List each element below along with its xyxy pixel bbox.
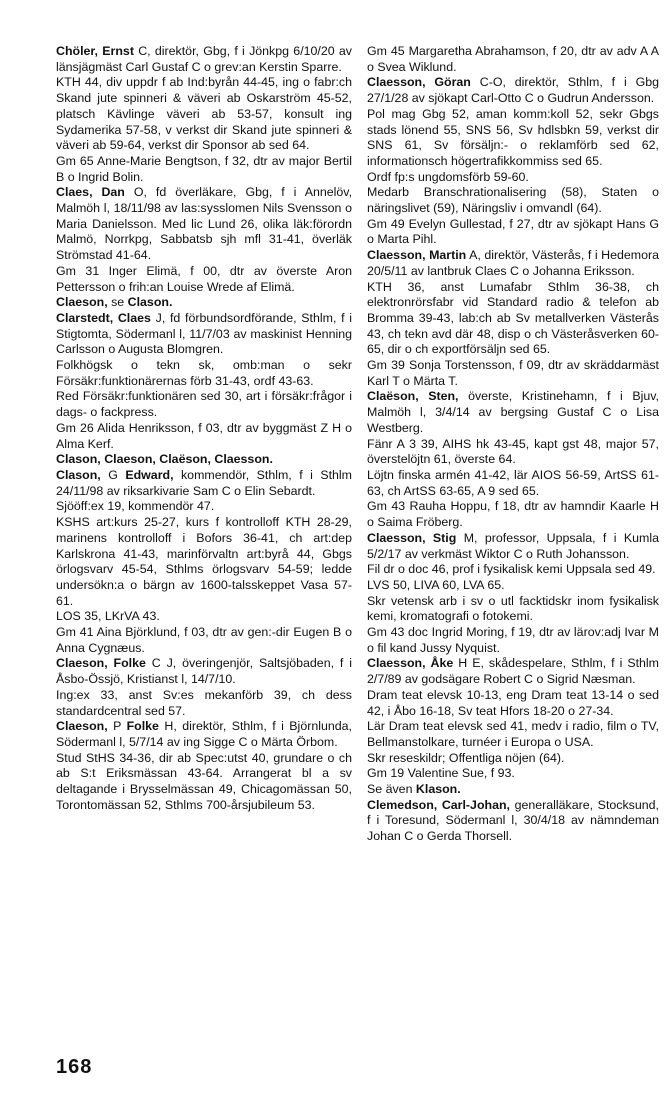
entry-paragraph <box>367 531 659 562</box>
entry-paragraph <box>367 170 659 186</box>
entry-paragraph <box>367 248 659 279</box>
headword: Clemedson, Carl-Johan, <box>367 797 510 812</box>
entry-paragraph <box>367 75 659 106</box>
entry-text: Folkhögsk o tekn sk, omb:man o sekr Försäkr:funktionärernas förb 31-43, ordf 43-63. <box>56 358 352 388</box>
entry-paragraph <box>367 688 659 719</box>
entry-text: Gm 45 Margaretha Abrahamson, f 20, dtr av adv A A o Svea Wiklund. <box>367 44 659 74</box>
page-number: 168 <box>56 1056 93 1078</box>
entry-paragraph <box>367 782 659 798</box>
entry-text: Dram teat elevsk 10-13, eng Dram teat 13-14 o sed 42, i Åbo 16-18, Sv teat Hfors 18-20 o 27-34. <box>367 687 659 718</box>
entry-paragraph <box>56 185 352 264</box>
entry-paragraph <box>367 358 659 389</box>
entry-paragraph <box>56 44 352 75</box>
entry-text: P <box>107 719 127 734</box>
headword: Claes, Dan <box>56 185 125 200</box>
entry-text: Fil dr o doc 46, prof i fysikalisk kemi Uppsala sed 49. <box>367 562 656 577</box>
entry-text: C-O, direktör, Sthlm, f i Gbg 27/1/28 av sjökapt Carl-Otto C o Gudrun Andersson. <box>367 75 659 106</box>
entry-text: LOS 35, LKrVA 43. <box>56 609 160 624</box>
entry-paragraph <box>56 499 352 515</box>
entry-text: A, direktör, Västerås, f i Hedemora 20/5/11 av lantbruk Claes C o Johanna Eriksson. <box>367 248 659 278</box>
entry-text: Red Försäkr:funktionären sed 30, art i försäkr:frågor i dags- o fackpress. <box>56 389 352 420</box>
entry-text: Medarb Branschrationalisering (58), Staten o näringslivet (59), Näringsliv i omvandl (64). <box>367 185 659 216</box>
entry-paragraph <box>367 751 659 767</box>
headword: Claesson, Göran <box>367 75 471 90</box>
entry-text: se <box>107 295 128 310</box>
headword: Clason. <box>127 295 173 310</box>
headword: Chöler, Ernst <box>56 44 134 58</box>
entry-text: Gm 26 Alida Henriksson, f 03, dtr av byggmäst Z H o Alma Kerf. <box>56 420 352 451</box>
entry-text: G <box>100 467 126 482</box>
entry-text: Fänr A 3 39, AIHS hk 43-45, kapt gst 48, major 57, överstelöjtn 61, överste 64. <box>367 436 659 467</box>
right-column <box>367 44 659 845</box>
entry-text: Gm 41 Aina Björklund, f 03, dtr av gen:-dir Eugen B o Anna Cygnæus. <box>56 625 352 655</box>
entry-text: LVS 50, LIVA 60, LVA 65. <box>367 577 505 592</box>
entry-paragraph <box>56 75 352 154</box>
headword: Folke <box>126 719 159 734</box>
entry-text: Gm 31 Inger Elimä, f 00, dtr av överste Aron Pettersson o frih:an Louise Wrede af Elimä. <box>56 263 352 294</box>
entry-text: Sjööff:ex 19, kommendör 47. <box>56 499 215 514</box>
entry-paragraph <box>367 625 659 656</box>
entry-paragraph <box>56 311 352 358</box>
entry-text: M, professor, Uppsala, f i Kumla 5/2/17 av verkmäst Wiktor C o Ruth Johansson. <box>367 530 659 561</box>
entry-paragraph <box>56 154 352 185</box>
headword: Claeson, Folke <box>56 656 146 671</box>
entry-paragraph <box>367 578 659 594</box>
entry-text: kommendör, Sthlm, f i Sthlm 24/11/98 av riksarkivarie Sam C o Elin Sebardt. <box>56 467 352 498</box>
entry-text: J, fd förbundsordförande, Sthlm, f i Stigtomta, Södermanl l, 11/7/03 av maskinist Henning Carlsson o Augusta Blomgren. <box>56 310 353 357</box>
entry-text: Ordf fp:s ungdomsförb 59-60. <box>367 169 529 184</box>
entry-paragraph <box>367 217 659 248</box>
entry-paragraph <box>56 688 352 719</box>
entry-paragraph <box>56 656 352 687</box>
left-column <box>56 44 352 813</box>
headword: Edward, <box>125 467 174 482</box>
entry-paragraph <box>367 44 659 75</box>
entry-paragraph <box>56 751 352 814</box>
entry-paragraph <box>367 499 659 530</box>
entry-paragraph <box>56 358 352 389</box>
entry-text: Gm 19 Valentine Sue, f 93. <box>367 766 515 781</box>
entry-paragraph <box>367 594 659 625</box>
entry-paragraph <box>367 280 659 359</box>
entry-text: Pol mag Gbg 52, aman komm:koll 52, sekr Gbgs stads lönend 55, SNS 56, Sv hdlsbkn 59, verkst dir SNS 61, Sv försäljn:- o reklamförb sed 62, informationsch högertrafikkommiss sed 65. <box>367 106 659 168</box>
entry-paragraph <box>367 719 659 750</box>
headword: Klason. <box>415 782 461 797</box>
entry-paragraph <box>367 389 659 436</box>
headword: Clason, <box>56 467 101 482</box>
entry-paragraph <box>56 389 352 420</box>
entry-text: Löjtn finska armén 41-42, lär AIOS 56-59, ArtSS 61-63, ch ArtSS 63-65, A 9 sed 65. <box>367 467 659 498</box>
entry-text: Gm 43 Rauha Hoppu, f 18, dtr av hamndir Kaarle H o Saima Fröberg. <box>367 499 659 530</box>
entry-text: Gm 49 Evelyn Gullestad, f 27, dtr av sjökapt Hans G o Marta Pihl. <box>367 216 659 247</box>
entry-paragraph <box>367 562 659 578</box>
entry-text: Gm 39 Sonja Torstensson, f 09, dtr av skräddarmäst Karl T o Märta T. <box>367 358 659 388</box>
entry-paragraph <box>367 468 659 499</box>
headword: Claesson, Åke <box>367 656 454 671</box>
entry-text: H, direktör, Sthlm, f i Björnlunda, Södermanl l, 5/7/14 av ing Sigge C o Märta Örbom. <box>56 719 352 749</box>
headword: Claëson, Sten, <box>367 389 459 404</box>
entry-text: H E, skådespelare, Sthlm, f i Sthlm 2/7/89 av godsägare Robert C o Sigrid Næsman. <box>367 656 659 687</box>
headword: Claesson, Stig <box>367 530 457 545</box>
headword: Clason, Claeson, Claëson, Claesson. <box>56 452 273 467</box>
entry-paragraph <box>56 264 352 295</box>
entry-text: Skr reseskildr; Offentliga nöjen (64). <box>367 750 565 765</box>
entry-paragraph <box>56 452 352 468</box>
entry-paragraph <box>56 421 352 452</box>
entry-text: överste, Kristinehamn, f i Bjuv, Malmöh l, 3/4/14 av bergsing Gustaf C o Lisa Westberg. <box>367 389 659 435</box>
entry-text: Lär Dram teat elevsk sed 41, medv i radio, film o TV, Bellmanstolkare, turnéer i Europa o USA. <box>367 719 659 749</box>
entry-text: C J, överingenjör, Saltsjöbaden, f i Åsbo-Össjö, Kristianst l, 14/7/10. <box>56 656 352 687</box>
entry-text: Gm 43 doc Ingrid Moring, f 19, dtr av lärov:adj Ivar M o fil kand Jussy Nyquist. <box>367 625 659 655</box>
entry-paragraph <box>56 468 352 499</box>
headword: Claesson, Martin <box>367 248 467 263</box>
entry-paragraph <box>56 295 352 311</box>
entry-text: KTH 36, anst Lumafabr Sthlm 36-38, ch elektronrörsfabr vid Standard radio & telefon ab Bromma 39-43, lab:ch ab Sv metallverken Västerås 43, ch tekn avd där 48, disp o ch Västeråsverken 60-65, dir o ch exportförsäljn sed 65. <box>367 279 659 357</box>
entry-paragraph <box>367 185 659 216</box>
headword: Claeson, <box>56 719 108 734</box>
entry-paragraph <box>367 766 659 782</box>
entry-text: O, fd överläkare, Gbg, f i Annelöv, Malmöh l, 18/11/98 av las:sysslomen Nils Svensson o Maria Danielsson. Med lic Lund 26, olika läk:förordn Malmö, Norrkpg, Sabbatsb sjh mfl 31-41, överläk Strömstad 41-64. <box>56 185 353 263</box>
entry-paragraph <box>367 437 659 468</box>
entry-text: Ing:ex 33, anst Sv:es mekanförb 39, ch dess standardcentral sed 57. <box>56 687 352 718</box>
entry-text: C, direktör, Gbg, f i Jönkpg 6/10/20 av länsjägmäst Carl Gustaf C o grev:an Kerstin Sparre. <box>56 44 352 74</box>
entry-paragraph <box>367 656 659 687</box>
entry-text: Stud StHS 34-36, dir ab Spec:utst 40, grundare o ch ab S:t Eriksmässan 43-64. Arrangerat bl a sv deltagande i Brysselmässan 49, Chicagomässan 50, Torontomässan 52, Sthlms 700-årsjubileum 53. <box>56 750 352 812</box>
entry-paragraph <box>367 107 659 170</box>
entry-text: generalläkare, Stocksund, f i Toresund, Södermanl l, 30/4/18 av nämndeman Johan C o Gerda Thorsell. <box>367 797 659 844</box>
headword: Claeson, <box>56 295 108 310</box>
headword: Clarstedt, Claes <box>56 310 151 325</box>
entry-paragraph <box>56 515 352 609</box>
entry-paragraph <box>56 719 352 750</box>
entry-text: KTH 44, div uppdr f ab Ind:byrån 44-45, ing o fabr:ch Skand jute spinneri & väveri ab Oskarström 45-52, platsch Kävlinge väveri ab 53-57, konsult ing Sydamerika 57-58, v verkst dir Skand jute spinneri & väveri ab 59-64, verkst dir Sponsor ab sed 64. <box>56 75 352 153</box>
entry-paragraph <box>56 625 352 656</box>
entry-text: Se även <box>367 782 416 797</box>
entry-text: Skr vetensk arb i sv o utl facktidskr inom fysikalisk kemi, kromatografi o fotokemi. <box>367 593 659 624</box>
entry-text: KSHS art:kurs 25-27, kurs f kontrolloff KTH 28-29, marinens kontrolloff i Bofors 36-41, ch art:dep Karlskrona 41-43, marinförvaltn art:byrå 44, Gbgs örlogsvarv 45-54, Sthlms örlogsvarv 54-59; ledde undersökn:a o bärgn av 1600-talsskeppet Vasa 57-61. <box>56 515 352 608</box>
entry-paragraph <box>367 798 659 845</box>
entry-text: Gm 65 Anne-Marie Bengtson, f 32, dtr av major Bertil B o Ingrid Bolin. <box>56 153 352 184</box>
entry-paragraph <box>56 609 352 625</box>
